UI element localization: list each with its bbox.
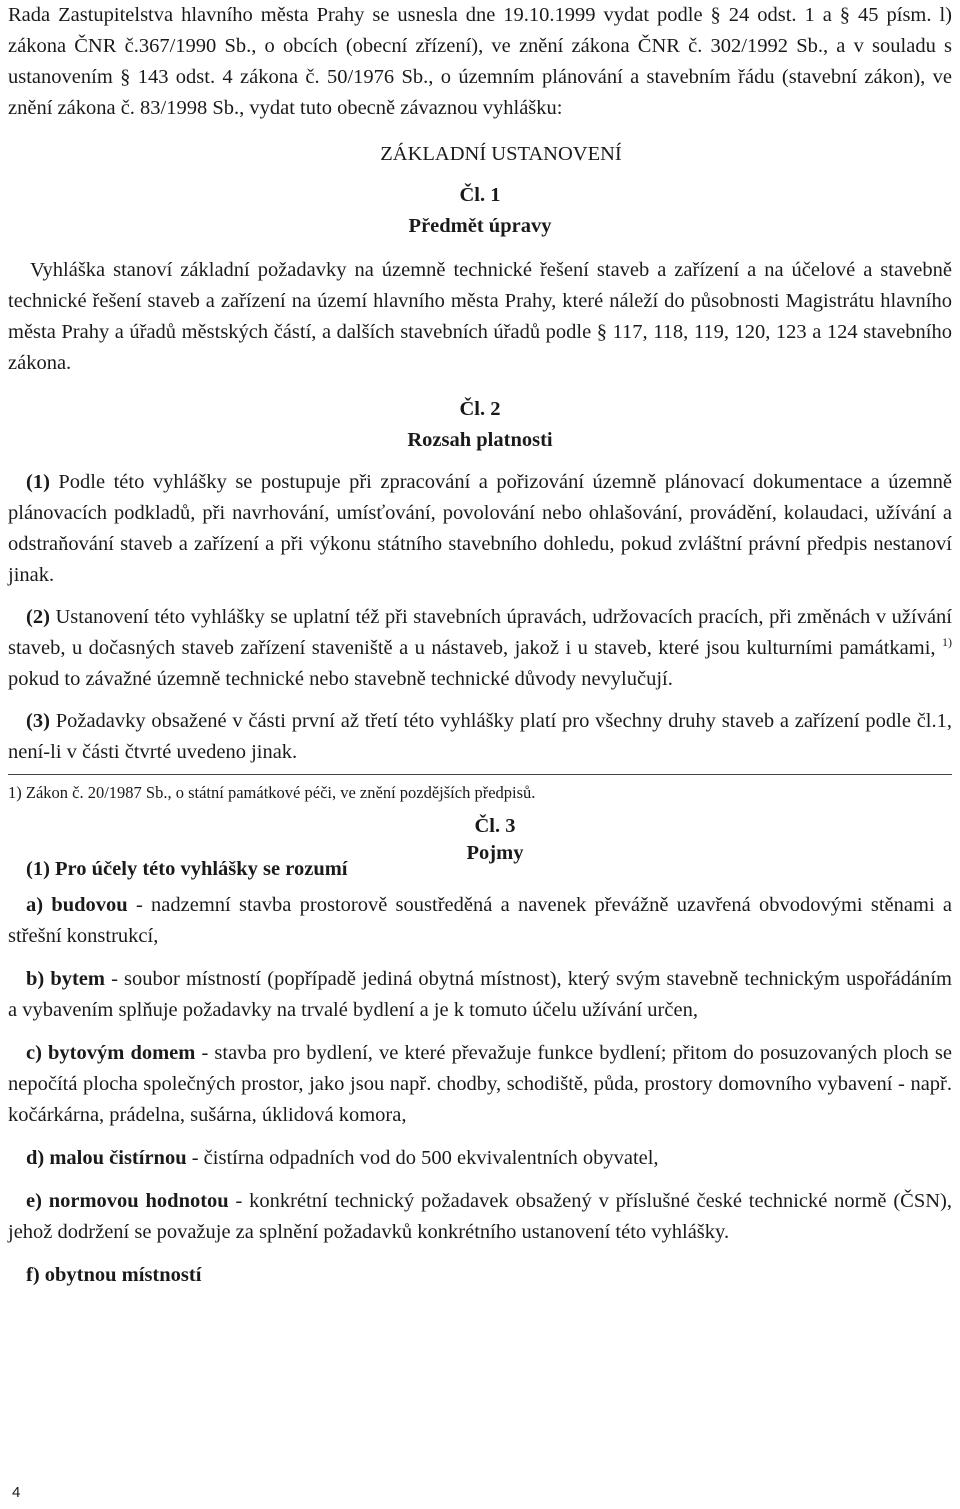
art2-paragraph-1 bbox=[8, 467, 952, 591]
art2-p1-number: (1) bbox=[26, 471, 50, 493]
footnote-ref: 1) bbox=[942, 635, 953, 650]
art2-p2-text-b: pokud to závažné územně technické nebo stavebně technické důvody nevylučují. bbox=[8, 668, 673, 690]
definition-text: - čistírna odpadních vod do 500 ekvivalentních obyvatel, bbox=[186, 1147, 659, 1169]
art3-number: Čl. 3 bbox=[474, 815, 516, 837]
footnote: 1) Zákon č. 20/1987 Sb., o státní památkové péči, ve znění pozdějších předpisů. bbox=[8, 783, 536, 802]
art2-title: Rozsah platnosti bbox=[407, 429, 553, 451]
definition-item bbox=[8, 1038, 952, 1131]
definition-text: - konkrétní technický požadavek obsažený v příslušné české technické normě (ČSN), jehož dodržení se považuje za splnění požadavků konkrétního ustanovení této vyhlášky. bbox=[8, 1190, 952, 1243]
art3-heading-row bbox=[8, 842, 952, 880]
definition-item bbox=[8, 1143, 952, 1174]
art2-p3-number: (3) bbox=[26, 710, 50, 732]
art2-number: Čl. 2 bbox=[459, 398, 501, 420]
definition-term: c) bytovým domem bbox=[26, 1042, 196, 1064]
intro-paragraph: Rada Zastupitelstva hlavního města Prahy se usnesla dne 19.10.1999 vydat podle § 24 odst. 1 a § 45 písm. l) zákona ČNR č.367/1990 Sb., o obcích (obecní zřízení), ve znění zákona ČNR č. 302/1992 Sb., a v souladu s ustanovením § 143 odst. 4 zákona č. 50/1976 Sb., o územním plánování a stavebním řádu (stavební zákon), ve znění zákona č. 83/1998 Sb., vydat tuto obecně závaznou vyhlášku: bbox=[8, 4, 952, 119]
definition-term: e) normovou hodnotou bbox=[26, 1190, 229, 1212]
art3-title: Pojmy bbox=[466, 842, 524, 864]
art1-text: Vyhláška stanoví základní požadavky na územně technické řešení staveb a zařízení a na účelové a stavebně technické řešení staveb a zařízení na území hlavního města Prahy, které náleží do působnosti Magistrátu hlavního města Prahy a úřadů městských částí, a dalších stavebních úřadů podle § 117, 118, 119, 120, 123 a 124 stavebního zákona. bbox=[8, 259, 952, 374]
page-number: 4 bbox=[12, 1484, 21, 1501]
definition-term: a) budovou bbox=[26, 894, 128, 916]
definition-list bbox=[8, 890, 952, 1291]
definition-term: f) obytnou místností bbox=[26, 1264, 202, 1286]
art2-p2-text-a: Ustanovení této vyhlášky se uplatní též při stavebních úpravách, udržovacích pracích, při změnách v užívání staveb, u dočasných staveb zařízení staveniště a u nástaveb, jakož i u staveb, které jsou kulturními památkami, bbox=[8, 606, 953, 659]
art2-p2-number: (2) bbox=[26, 606, 50, 628]
art2-p3-text: Požadavky obsažené v části první až třetí této vyhlášky platí pro všechny druhy staveb a zařízení podle čl.1, není-li v části čtvrté uvedeno jinak. bbox=[8, 710, 952, 763]
definition-term: d) malou čistírnou bbox=[26, 1147, 187, 1169]
definition-item bbox=[8, 1260, 952, 1291]
art3-lead: (1) Pro účely této vyhlášky se rozumí bbox=[26, 858, 348, 880]
definition-item bbox=[8, 1186, 952, 1248]
art1-title: Předmět úpravy bbox=[408, 215, 552, 237]
art2-paragraph-3 bbox=[8, 706, 952, 768]
definition-term: b) bytem bbox=[26, 968, 105, 990]
definition-text: - soubor místností (popřípadě jediná obytná místnost), který svým stavebně technickým uspořádáním a vybavením splňuje požadavky na trvalé bydlení a je k tomuto účelu užívání určen, bbox=[8, 968, 952, 1021]
definition-item bbox=[8, 890, 952, 952]
definition-item bbox=[8, 964, 952, 1026]
definition-text: - nadzemní stavba prostorově soustředěná a navenek převážně uzavřená obvodovými stěnami a střešní konstrukcí, bbox=[8, 894, 952, 947]
definition-text: - stavba pro bydlení, ve které převažuje funkce bydlení; přitom do posuzovaných ploch se nepočítá plocha společných prostor, jako jsou např. chodby, schodiště, půda, prostory domovního vybavení - např. kočárkárna, prádelna, sušárna, úklidová komora, bbox=[8, 1042, 952, 1126]
art1-number: Čl. 1 bbox=[459, 184, 501, 206]
art2-paragraph-2 bbox=[8, 602, 952, 695]
part-title: ZÁKLADNÍ USTANOVENÍ bbox=[380, 143, 622, 165]
art2-p1-text: Podle této vyhlášky se postupuje při zpracování a pořizování územně plánovací dokumentace a územně plánovacích podkladů, při navrhování, umísťování, povolování nebo ohlašování, provádění, kolaudaci, užívání a odstraňování staveb a zařízení a při výkonu státního stavebního dohledu, pokud zvláštní právní předpis nestanoví jinak. bbox=[8, 471, 953, 586]
